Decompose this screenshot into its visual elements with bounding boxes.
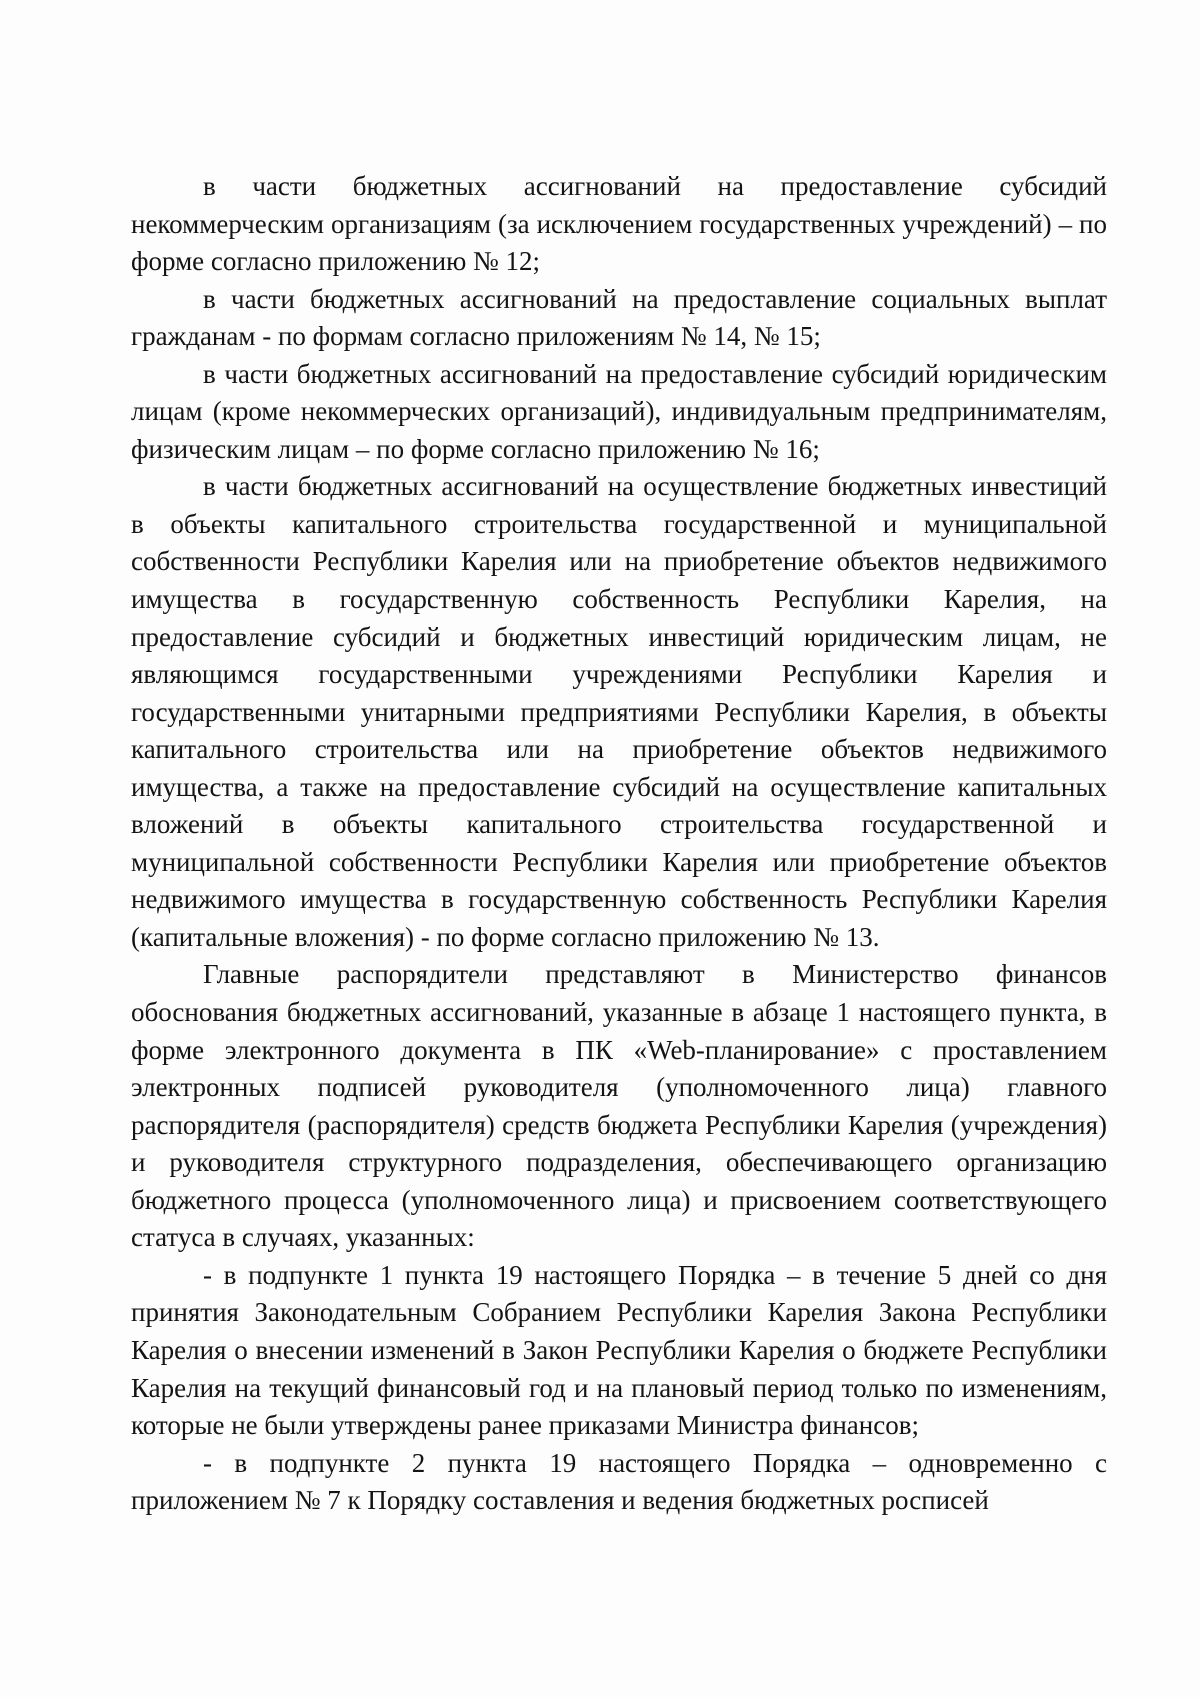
document-body xyxy=(131,168,1107,1520)
paragraph-subitem-2: - в подпункте 2 пункта 19 настоящего Порядка – одновременно с приложением № 7 к Порядку составления и ведения бюджетных росписей xyxy=(131,1447,1107,1516)
paragraph-capital-investments: в части бюджетных ассигнований на осуществление бюджетных инвестиций в объекты капитального строительства государственной и муниципальной собственности Республики Карелия или на приобретение объектов недвижимого имущества в государственную собственность Республики Карелия, на предоставление субсидий и бюджетных инвестиций юридическим лицам, не являющимся государственными учреждениями Республики Карелия и государственными унитарными предприятиями Республики Карелия, в объекты капитального строительства или на приобретение объектов недвижимого имущества, а также на предоставление субсидий на осуществление капитальных вложений в объекты капитального строительства государственной и муниципальной собственности Республики Карелия или приобретение объектов недвижимого имущества в государственную собственность Республики Карелия (капитальные вложения) - по форме согласно приложению № 13. xyxy=(131,471,1107,952)
paragraph-social-payments: в части бюджетных ассигнований на предоставление социальных выплат гражданам - по формам согласно приложениям № 14, № 15; xyxy=(131,283,1107,352)
paragraph-subsidies-nonprofit: в части бюджетных ассигнований на предоставление субсидий некоммерческим организациям (за исключением государственных учреждений) – по форме согласно приложению № 12; xyxy=(131,171,1107,277)
paragraph-subitem-1: - в подпункте 1 пункта 19 настоящего Порядка – в течение 5 дней со дня принятия Законодательным Собранием Республики Карелия Закона Республики Карелия о внесении изменений в Закон Республики Карелия о бюджете Республики Карелия на текущий финансовый год и на плановый период только по изменениям, которые не были утверждены ранее приказами Министра финансов; xyxy=(131,1259,1107,1441)
paragraph-main-managers: Главные распорядители представляют в Министерство финансов обоснования бюджетных ассигнований, указанные в абзаце 1 настоящего пункта, в форме электронного документа в ПК «Web-планирование» с проставлением электронных подписей руководителя (уполномоченного лица) главного распорядителя (распорядителя) средств бюджета Республики Карелия (учреждения) и руководителя структурного подразделения, обеспечивающего организацию бюджетного процесса (уполномоченного лица) и присвоением соответствующего статуса в случаях, указанных: xyxy=(131,959,1107,1253)
paragraph-subsidies-legal-entities: в части бюджетных ассигнований на предоставление субсидий юридическим лицам (кроме некоммерческих организаций), индивидуальным предпринимателям, физическим лицам – по форме согласно приложению № 16; xyxy=(131,358,1107,464)
